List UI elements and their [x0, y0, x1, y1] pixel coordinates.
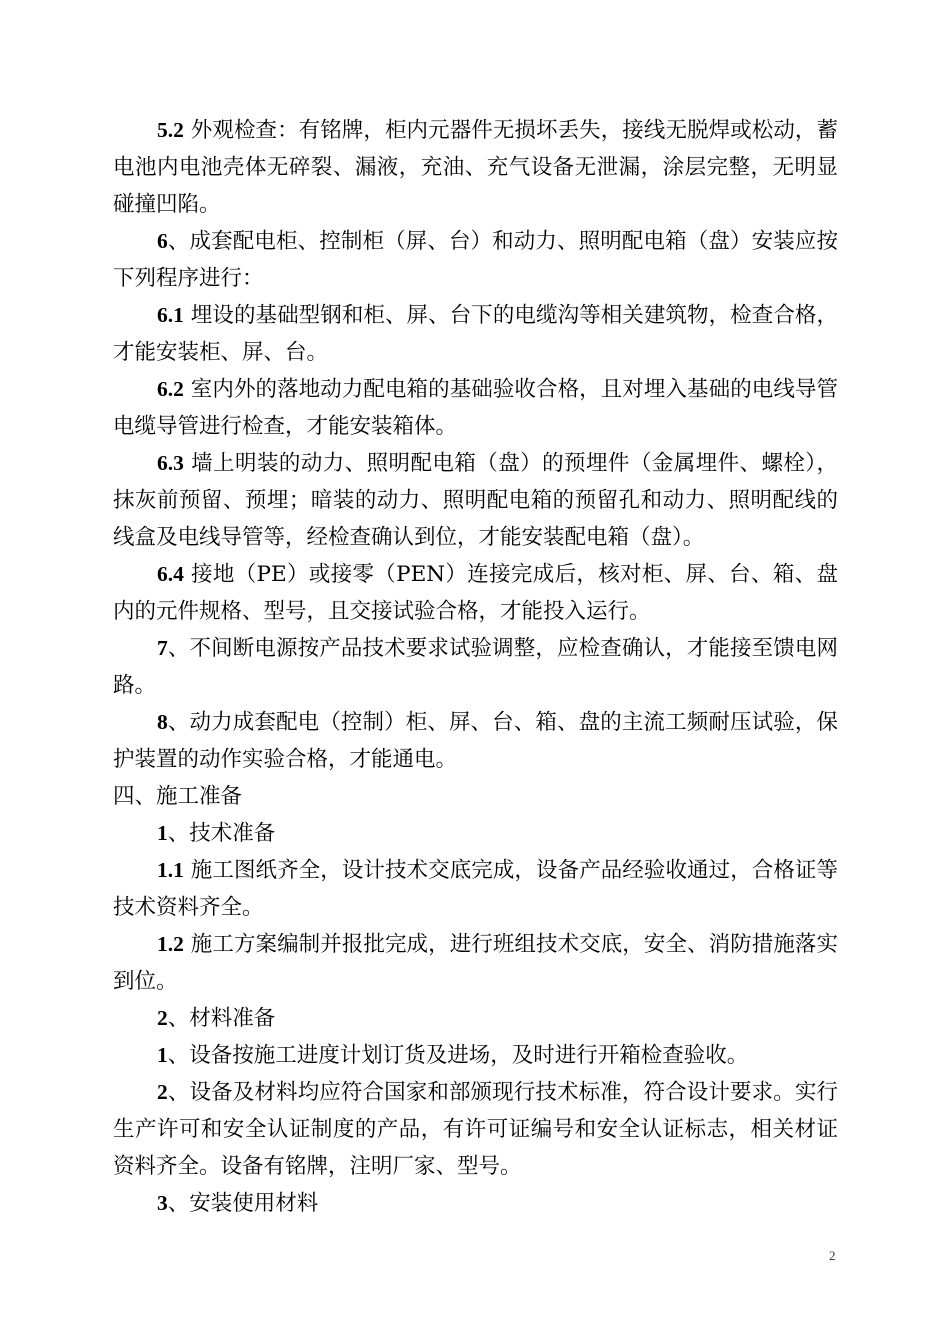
paragraph-number: 1 — [157, 821, 168, 845]
paragraph-text: 外观检查：有铭牌，柜内元器件无损坏丢失，接线无脱焊或松动，蓄电池内电池壳体无碎裂、漏液，充油、充气设备无泄漏，涂层完整，无明显碰撞凹陷。 — [113, 118, 838, 217]
paragraph-number: 6 — [157, 229, 168, 253]
paragraph-text: 、成套配电柜、控制柜（屏、台）和动力、照明配电箱（盘）安装应按下列程序进行： — [113, 229, 838, 291]
paragraph-number: 2 — [157, 1006, 168, 1030]
paragraph-material-1 — [113, 1037, 838, 1074]
subsection-material-preparation — [113, 1000, 838, 1037]
paragraph-text: 墙上明装的动力、照明配电箱（盘）的预埋件（金属埋件、螺栓），抹灰前预留、预埋；暗装的动力、照明配电箱的预留孔和动力、照明配线的线盒及电线导管等，经检查确认到位，才能安装配电箱（盘）。 — [113, 451, 838, 550]
paragraph-text: 、不间断电源按产品技术要求试验调整，应检查确认，才能接至馈电网路。 — [113, 636, 838, 698]
paragraph-text: 施工方案编制并报批完成，进行班组技术交底，安全、消防措施落实到位。 — [113, 932, 838, 994]
paragraph-text: 接地（PE）或接零（PEN）连接完成后，核对柜、屏、台、箱、盘内的元件规格、型号，且交接试验合格，才能投入运行。 — [113, 562, 838, 624]
paragraph-1-1 — [113, 852, 838, 926]
paragraph-6 — [113, 223, 838, 297]
paragraph-6-1 — [113, 297, 838, 371]
subsection-technical-preparation — [113, 815, 838, 852]
paragraph-8 — [113, 704, 838, 778]
paragraph-number: 2 — [157, 1080, 168, 1104]
paragraph-text: 、设备及材料均应符合国家和部颁现行技术标准，符合设计要求。实行生产许可和安全认证制度的产品，有许可证编号和安全认证标志，相关材证资料齐全。设备有铭牌，注明厂家、型号。 — [113, 1080, 838, 1179]
paragraph-number: 6.4 — [157, 562, 184, 586]
paragraph-number: 1.2 — [157, 932, 184, 956]
paragraph-number: 1.1 — [157, 858, 184, 882]
paragraph-6-3 — [113, 445, 838, 556]
paragraph-7 — [113, 630, 838, 704]
paragraph-number: 6.2 — [157, 377, 184, 401]
section-heading: 四、施工准备 — [113, 784, 243, 809]
paragraph-number: 5.2 — [157, 118, 184, 142]
document-body — [113, 112, 838, 1222]
paragraph-text: 埋设的基础型钢和柜、屏、台下的电缆沟等相关建筑物，检查合格，才能安装柜、屏、台。 — [113, 303, 838, 365]
paragraph-number: 7 — [157, 636, 168, 660]
paragraph-number: 6.3 — [157, 451, 184, 475]
paragraph-material-2 — [113, 1074, 838, 1185]
paragraph-number: 8 — [157, 710, 168, 734]
paragraph-text: 、设备按施工进度计划订货及进场，及时进行开箱检查验收。 — [167, 1043, 749, 1068]
paragraph-number: 6.1 — [157, 303, 184, 327]
paragraph-text: 、材料准备 — [167, 1006, 276, 1031]
subsection-installation-materials — [113, 1185, 838, 1222]
paragraph-6-2 — [113, 371, 838, 445]
paragraph-number: 1 — [157, 1043, 168, 1067]
paragraph-6-4 — [113, 556, 838, 630]
page-number: 2 — [829, 1248, 836, 1263]
paragraph-text: 施工图纸齐全，设计技术交底完成，设备产品经验收通过，合格证等技术资料齐全。 — [113, 858, 838, 920]
paragraph-5-2 — [113, 112, 838, 223]
paragraph-text: 、动力成套配电（控制）柜、屏、台、箱、盘的主流工频耐压试验，保护装置的动作实验合格，才能通电。 — [113, 710, 838, 772]
paragraph-text: 室内外的落地动力配电箱的基础验收合格，且对埋入基础的电线导管电缆导管进行检查，才能安装箱体。 — [113, 377, 838, 439]
paragraph-text: 、技术准备 — [167, 821, 276, 846]
paragraph-1-2 — [113, 926, 838, 1000]
paragraph-number: 3 — [157, 1191, 168, 1215]
paragraph-text: 、安装使用材料 — [167, 1191, 319, 1216]
